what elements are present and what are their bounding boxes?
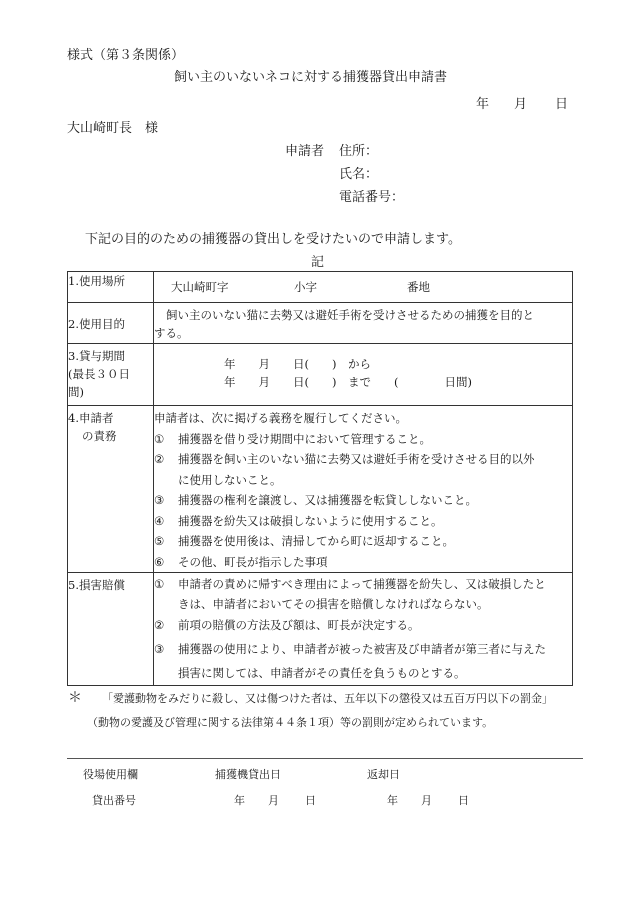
period-cell xyxy=(154,344,573,406)
addressee: 大山崎町長 様 xyxy=(67,121,159,136)
damage-number: ② xyxy=(154,618,165,632)
duty-text-cont: に使用しないこと。 xyxy=(178,472,282,487)
duty-text: 捕獲器を借り受け期間中において管理すること。 xyxy=(178,431,431,446)
duty-item xyxy=(154,449,572,490)
damage-number: ① xyxy=(154,577,165,591)
period-label-2: (最長３０日 xyxy=(68,367,130,381)
lend-year: 年 xyxy=(234,794,245,807)
damage-text: 捕獲器の使用により、申請者が被った被害及び申請者が第三者に与えた xyxy=(178,642,546,656)
place-banchi: 番地 xyxy=(407,280,430,294)
damage-item xyxy=(154,637,572,685)
ki-heading: 記 xyxy=(311,255,325,270)
period-label-1: 3.貸与期間 xyxy=(68,349,125,363)
period-label-cell xyxy=(68,344,154,406)
date-year: 年 xyxy=(476,97,490,112)
duty-number: ⑤ xyxy=(154,534,165,548)
damage-item xyxy=(154,574,572,614)
row-period xyxy=(68,344,573,406)
applicant-phone-label: 電話番号： xyxy=(339,190,405,205)
duty-item xyxy=(154,552,572,573)
purpose-text-2: する。 xyxy=(154,326,189,340)
damage-text-cont: 損害に関しては、申請者がその責任を負うものとする。 xyxy=(178,666,466,680)
duty-item xyxy=(154,429,572,450)
row-purpose xyxy=(68,303,573,344)
application-table xyxy=(67,271,573,686)
purpose-cell xyxy=(154,303,573,344)
document-title: 飼い主のいないネコに対する捕獲器貸出申請書 xyxy=(174,70,448,85)
damages-label-cell xyxy=(68,573,154,686)
duty-text: 捕獲器を紛失又は破損しないように使用すること。 xyxy=(178,513,443,528)
purpose-label-cell xyxy=(68,303,154,344)
damage-number: ③ xyxy=(154,642,165,656)
applicant-label: 申請者 xyxy=(285,144,325,159)
intro-text: 下記の目的のための捕獲器の貸出しを受けたいので申請します。 xyxy=(85,232,461,247)
damage-text: 申請者の責めに帰すべき理由によって捕獲器を紛失し、又は破損したと xyxy=(178,577,546,591)
return-day: 日 xyxy=(458,794,469,807)
duty-number: ⑥ xyxy=(154,554,165,569)
place-koaza: 小字 xyxy=(294,280,317,294)
lend-number-label: 貸出番号 xyxy=(92,794,136,807)
damages-cell xyxy=(154,573,573,686)
place-town: 大山崎町字 xyxy=(171,280,229,294)
damage-item xyxy=(154,615,572,635)
damage-text-cont: きは、申請者においてその損害を賠償しなければならない。 xyxy=(178,597,489,611)
duty-item xyxy=(154,490,572,511)
purpose-label: 2.使用目的 xyxy=(68,317,125,331)
divider xyxy=(67,758,583,759)
applicant-address-label: 住所： xyxy=(339,144,379,159)
duty-number: ③ xyxy=(154,493,165,507)
applicant-name-label: 氏名： xyxy=(339,167,379,182)
duties-label-2: の責務 xyxy=(82,429,117,443)
lend-date-label: 捕獲機貸出日 xyxy=(215,768,281,781)
place-cell xyxy=(154,272,573,303)
duty-text: その他、町長が指示した事項 xyxy=(178,554,328,569)
form-label: 様式（第３条関係） xyxy=(67,48,185,63)
lend-month: 月 xyxy=(268,794,279,807)
period-to: 年 月 日( ) まで ( 日間) xyxy=(224,375,472,389)
date-month: 月 xyxy=(514,97,528,112)
office-use-label: 役場使用欄 xyxy=(83,768,138,781)
row-damages xyxy=(68,573,573,686)
duty-number: ② xyxy=(154,452,165,466)
duty-text: 捕獲器の権利を譲渡し、又は捕獲器を転貸ししないこと。 xyxy=(178,493,477,507)
period-label-3: 間) xyxy=(68,385,84,399)
duty-number: ④ xyxy=(154,513,165,528)
damage-text: 前項の賠償の方法及び額は、町長が決定する。 xyxy=(178,618,420,632)
duty-text: 捕獲器を飼い主のいない猫に去勢又は避妊手術を受けさせる目的以外 xyxy=(178,452,535,466)
note-asterisk: ＊ xyxy=(68,690,82,706)
damages-label: 5.損害賠償 xyxy=(68,578,125,592)
lend-day: 日 xyxy=(305,794,316,807)
duty-number: ① xyxy=(154,431,165,446)
duty-item xyxy=(154,511,572,532)
note-line-2: （動物の愛護及び管理に関する法律第４４条１項）等の罰則が定められています。 xyxy=(87,716,494,729)
date-day: 日 xyxy=(555,97,569,112)
duties-intro: 申請者は、次に掲げる義務を履行してください。 xyxy=(154,411,407,425)
return-date-label: 返却日 xyxy=(367,768,400,781)
return-year: 年 xyxy=(387,794,398,807)
duties-label-cell xyxy=(68,406,154,573)
place-label: 1.使用場所 xyxy=(68,274,125,288)
place-label-cell xyxy=(68,272,154,303)
duty-text: 捕獲器を使用後は、清掃してから町に返却すること。 xyxy=(178,534,454,548)
return-month: 月 xyxy=(421,794,432,807)
note-line-1: 「愛護動物をみだりに殺し、又は傷つけた者は、五年以下の懲役又は五百万円以下の罰金」 xyxy=(102,692,553,705)
row-place xyxy=(68,272,573,303)
period-from: 年 月 日( ) から xyxy=(224,357,371,371)
purpose-text-1: 飼い主のいない猫に去勢又は避妊手術を受けさせるための捕獲を目的と xyxy=(166,308,534,322)
duties-cell xyxy=(154,406,573,573)
duties-label-1: 4.申請者 xyxy=(68,411,114,425)
duty-item xyxy=(154,531,572,552)
row-duties xyxy=(68,406,573,573)
